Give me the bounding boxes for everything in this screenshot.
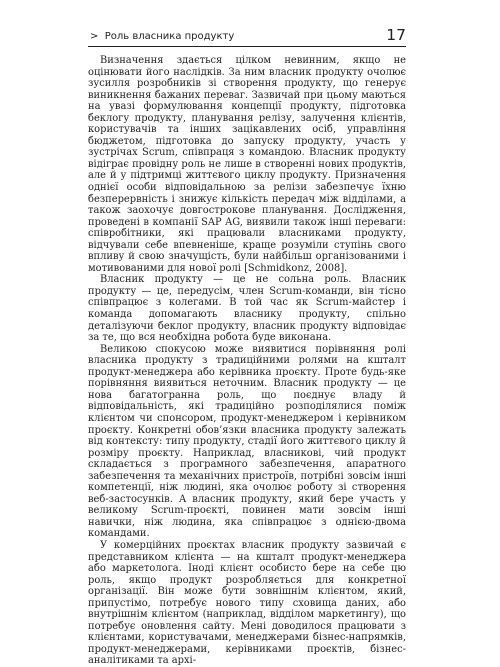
- body-text: [88, 55, 406, 667]
- paragraph-commercial-projects: У комерційних проєктах власник продукту зазвичай є представником клієнта — на кшталт продукт-менеджера або маркетолога. Іноді клієнт особисто бере на себе цю роль, якщо продукт розробляється для конкретної організації. Він може бути зовнішнім клієнтом, який, припустімо, потребує нового типу сховища даних, або внутрішнім клієнтом (наприклад, відділом маркетингу), що потребує оновлення сайту. Мені доводилося працювати з клієнтами, користувачами, менеджерами бізнес-напрямків, продукт-менеджерами, керівниками проєктів, бізнес-аналітиками та архі-: [88, 539, 406, 667]
- page-number: 17: [386, 26, 406, 44]
- paragraph-role-comparison: Великою спокусою може виявитися порівняння ролі власника продукту з традиційними ролями на кшталт продукт-менеджера або керівника проєкту. Проте будь-яке порівняння виявиться неточним. Власник продукту — це нова багатогранна роль, що поєднує владу й відповідальність, які традиційно розподілялися поміж клієнтом чи спонсором, продукт-менеджером і керівником проєкту. Конкретні обов’язки власника продукту залежать від контексту: типу продукту, стадії його життєвого циклу й розміру проєкту. Наприклад, власникові, чий продукт складається з програмного забезпечення, апаратного забезпечення та механічних пристроїв, потрібні зовсім інші компетенції, ніж людині, яка очолює роботу зі створення веб-застосунків. А власник продукту, який бере участь у великому Scrum-проєкті, повинен мати зовсім інші навички, ніж людина, яка співпрацює з однією-двома командами.: [88, 343, 406, 540]
- paragraph-not-solo-role: Власник продукту — це не сольна роль. Власник продукту — це, передусім, член Scrum-команди, він тісно співпрацює з колегами. В той час як Scrum-майстер і команда допомагають власнику продукту, спільно деталізуючи беклог продукту, власник продукту відповідає за те, що вся необхідна робота буде виконана.: [88, 274, 406, 344]
- running-header: [88, 24, 406, 47]
- paragraph-definition-consequences: Визначення здається цілком невинним, якщо не оцінювати його наслідків. За ним власник продукту очолює зусилля розробників зі створення продукту, що генерує виникнення бажаних переваг. Зазвичай при цьому маються на увазі формулювання концепції продукту, підготовка беклогу продукту, планування релізу, залучення клієнтів, користувачів та інших зацікавлених осіб, управління бюджетом, підготовка до запуску продукту, участь у зустрічах Scrum, співпраця з командою. Власник продукту відіграє провідну роль не лише в створенні нових продуктів, але й у підтримці життєвого циклу продукту. Призначення однієї особи відповідальною за релізи забезпечує їхню безперервність і знижує кількість передач між відділами, а також заохочує довгострокове планування. Дослідження, проведені в компанії SAP AG, виявили також інші переваги: співробітники, які працювали власниками продукту, відчували себе впевненіше, краще розуміли ступінь свого впливу й свою значущість, були найбільш організованими і мотивованими для нової ролі [Schmidkonz, 2008].: [88, 55, 406, 274]
- running-title: > Роль власника продукту: [90, 31, 235, 42]
